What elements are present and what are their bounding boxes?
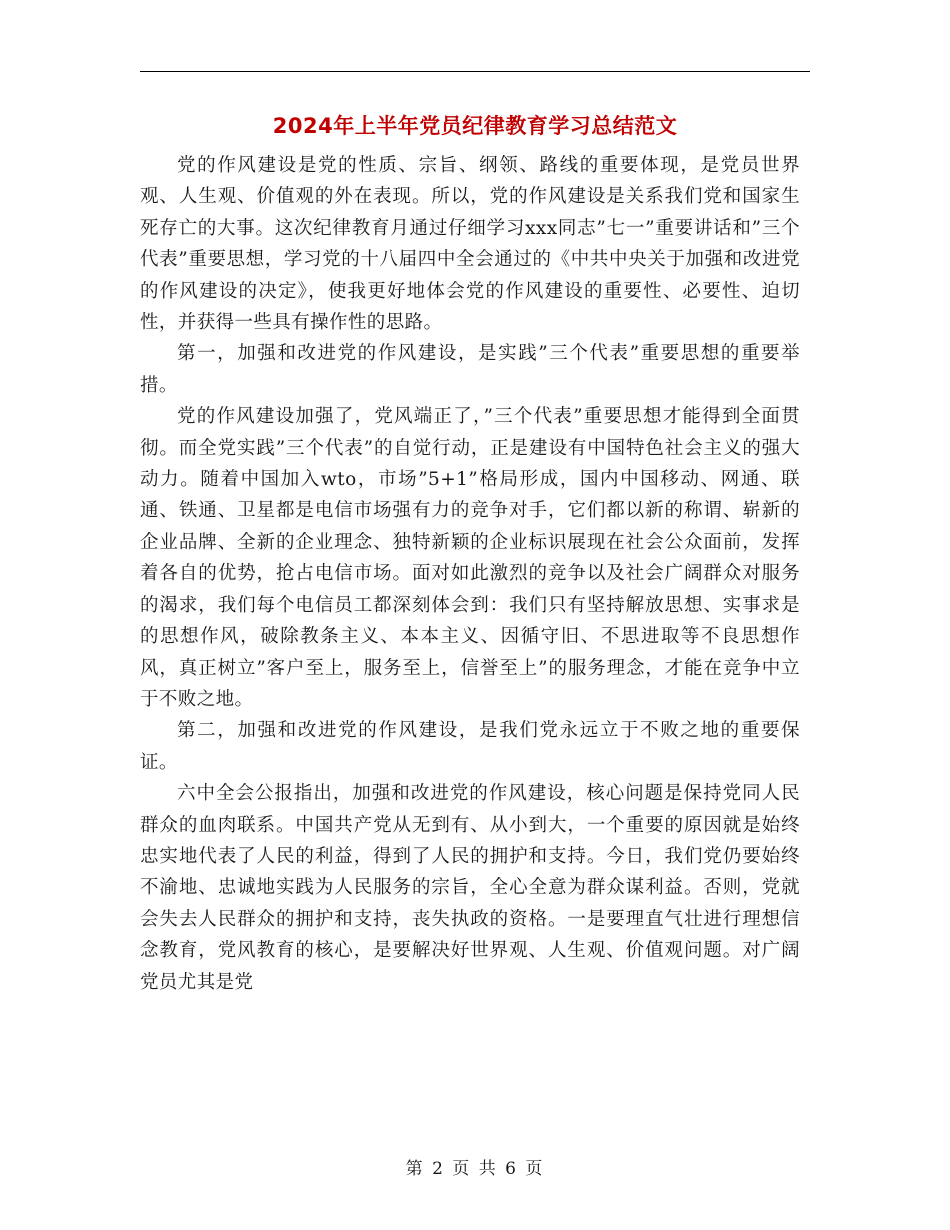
paragraph-point-one: 第一，加强和改进党的作风建设，是实践”三个代表”重要思想的重要举措。 xyxy=(140,343,800,396)
paragraph-point-one-body: 党的作风建设加强了，党风端正了，”三个代表”重要思想才能得到全面贯彻。而全党实践”三个代表”的自觉行动，正是建设有中国特色社会主义的强大动力。随着中国加入wto，市场”5+1”格局形成，国内中国移动、网通、联通、铁通、卫星都是电信市场强有力的竞争对手，它们都以新的称谓、崭新的企业品牌、全新的企业理念、独特新颖的企业标识展现在社会公众面前，发挥着各自的优势，抢占电信市场。面对如此激烈的竞争以及社会广阔群众对服务的渴求，我们每个电信员工都深刻体会到：我们只有坚持解放思想、实事求是的思想作风，破除教条主义、本本主义、因循守旧、不思进取等不良思想作风，真正树立”客户至上，服务至上，信誉至上”的服务理念，才能在竞争中立于不败之地。 xyxy=(140,406,800,710)
document-title: 2024年上半年党员纪律教育学习总结范文 xyxy=(272,114,678,138)
paragraph-point-two-body: 六中全会公报指出，加强和改进党的作风建设，核心问题是保持党同人民群众的血肉联系。中国共产党从无到有、从小到大，一个重要的原因就是始终忠实地代表了人民的利益，得到了人民的拥护和支持。今日，我们党仍要始终不渝地、忠诚地实践为人民服务的宗旨，全心全意为群众谋利益。否则，党就会失去人民群众的拥护和支持，丧失执政的资格。一是要理直气壮进行理想信念教育，党风教育的核心，是要解决好世界观、人生观、价值观问题。对广阔党员尤其是党 xyxy=(140,783,800,993)
paragraph-point-two: 第二，加强和改进党的作风建设，是我们党永远立于不败之地的重要保证。 xyxy=(140,720,800,773)
document-body xyxy=(140,150,800,998)
header-rule xyxy=(140,71,810,72)
paragraph-intro: 党的作风建设是党的性质、宗旨、纲领、路线的重要体现，是党员世界观、人生观、价值观的外在表现。所以，党的作风建设是关系我们党和国家生死存亡的大事。这次纪律教育月通过仔细学习xxx同志”七一”重要讲话和”三个代表”重要思想，学习党的十八届四中全会通过的《中共中央关于加强和改进党的作风建设的决定》，使我更好地体会党的作风建设的重要性、必要性、迫切性，并获得一些具有操作性的思路。 xyxy=(140,155,800,334)
page-footer: 第 2 页 共 6 页 xyxy=(405,1159,545,1179)
